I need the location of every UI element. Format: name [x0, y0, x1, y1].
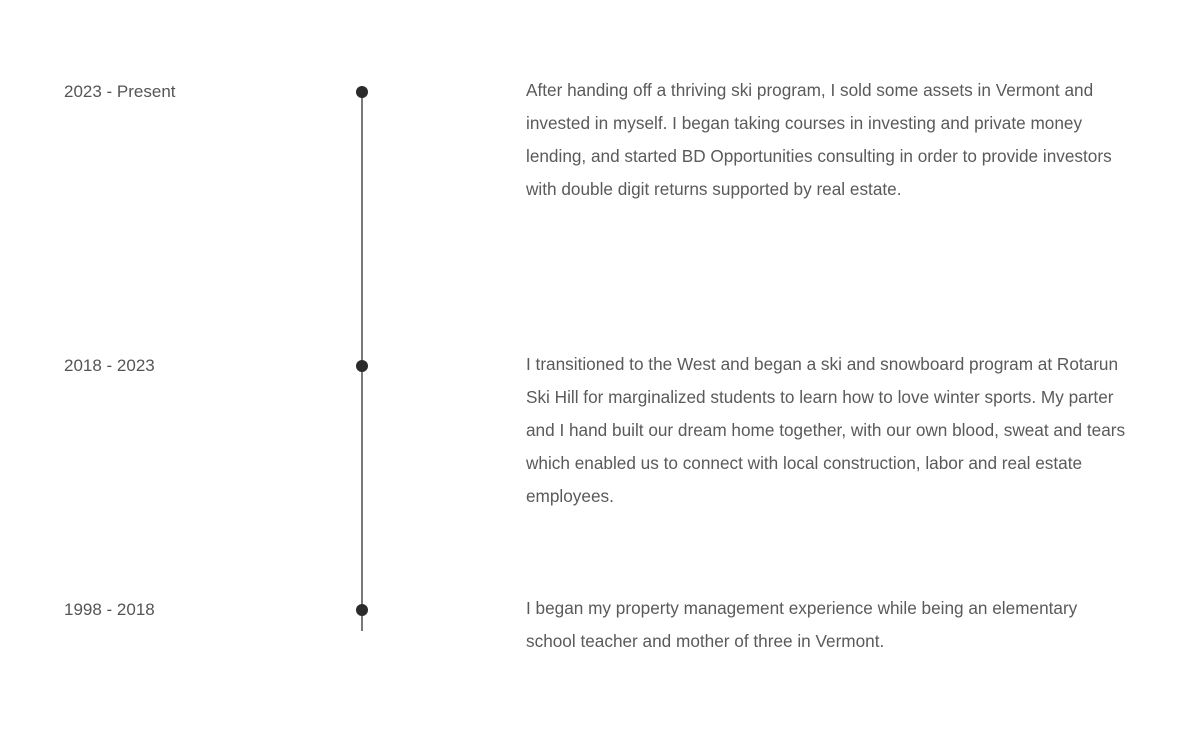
timeline-description: I began my property management experience while being an elementary school teacher and mother of three in Vermont.	[526, 598, 1078, 651]
timeline-dot	[356, 604, 368, 616]
timeline-dot	[356, 360, 368, 372]
timeline-description: After handing off a thriving ski program, I sold some assets in Vermont and invested in myself. I began taking courses in investing and private money lending, and started BD Opportunities consulting in order to provide investors with double digit returns supported by real estate.	[526, 80, 1112, 199]
timeline-date: 2023 - Present	[64, 82, 176, 101]
timeline-date: 1998 - 2018	[64, 600, 155, 619]
timeline-dot	[356, 86, 368, 98]
timeline-date: 2018 - 2023	[64, 356, 155, 375]
timeline-description: I transitioned to the West and began a ski and snowboard program at Rotarun Ski Hill for marginalized students to learn how to love winter sports. My parter and I hand built our dream home together, with our own blood, sweat and tears which enabled us to connect with local construction, labor and real estate employees.	[526, 354, 1126, 506]
